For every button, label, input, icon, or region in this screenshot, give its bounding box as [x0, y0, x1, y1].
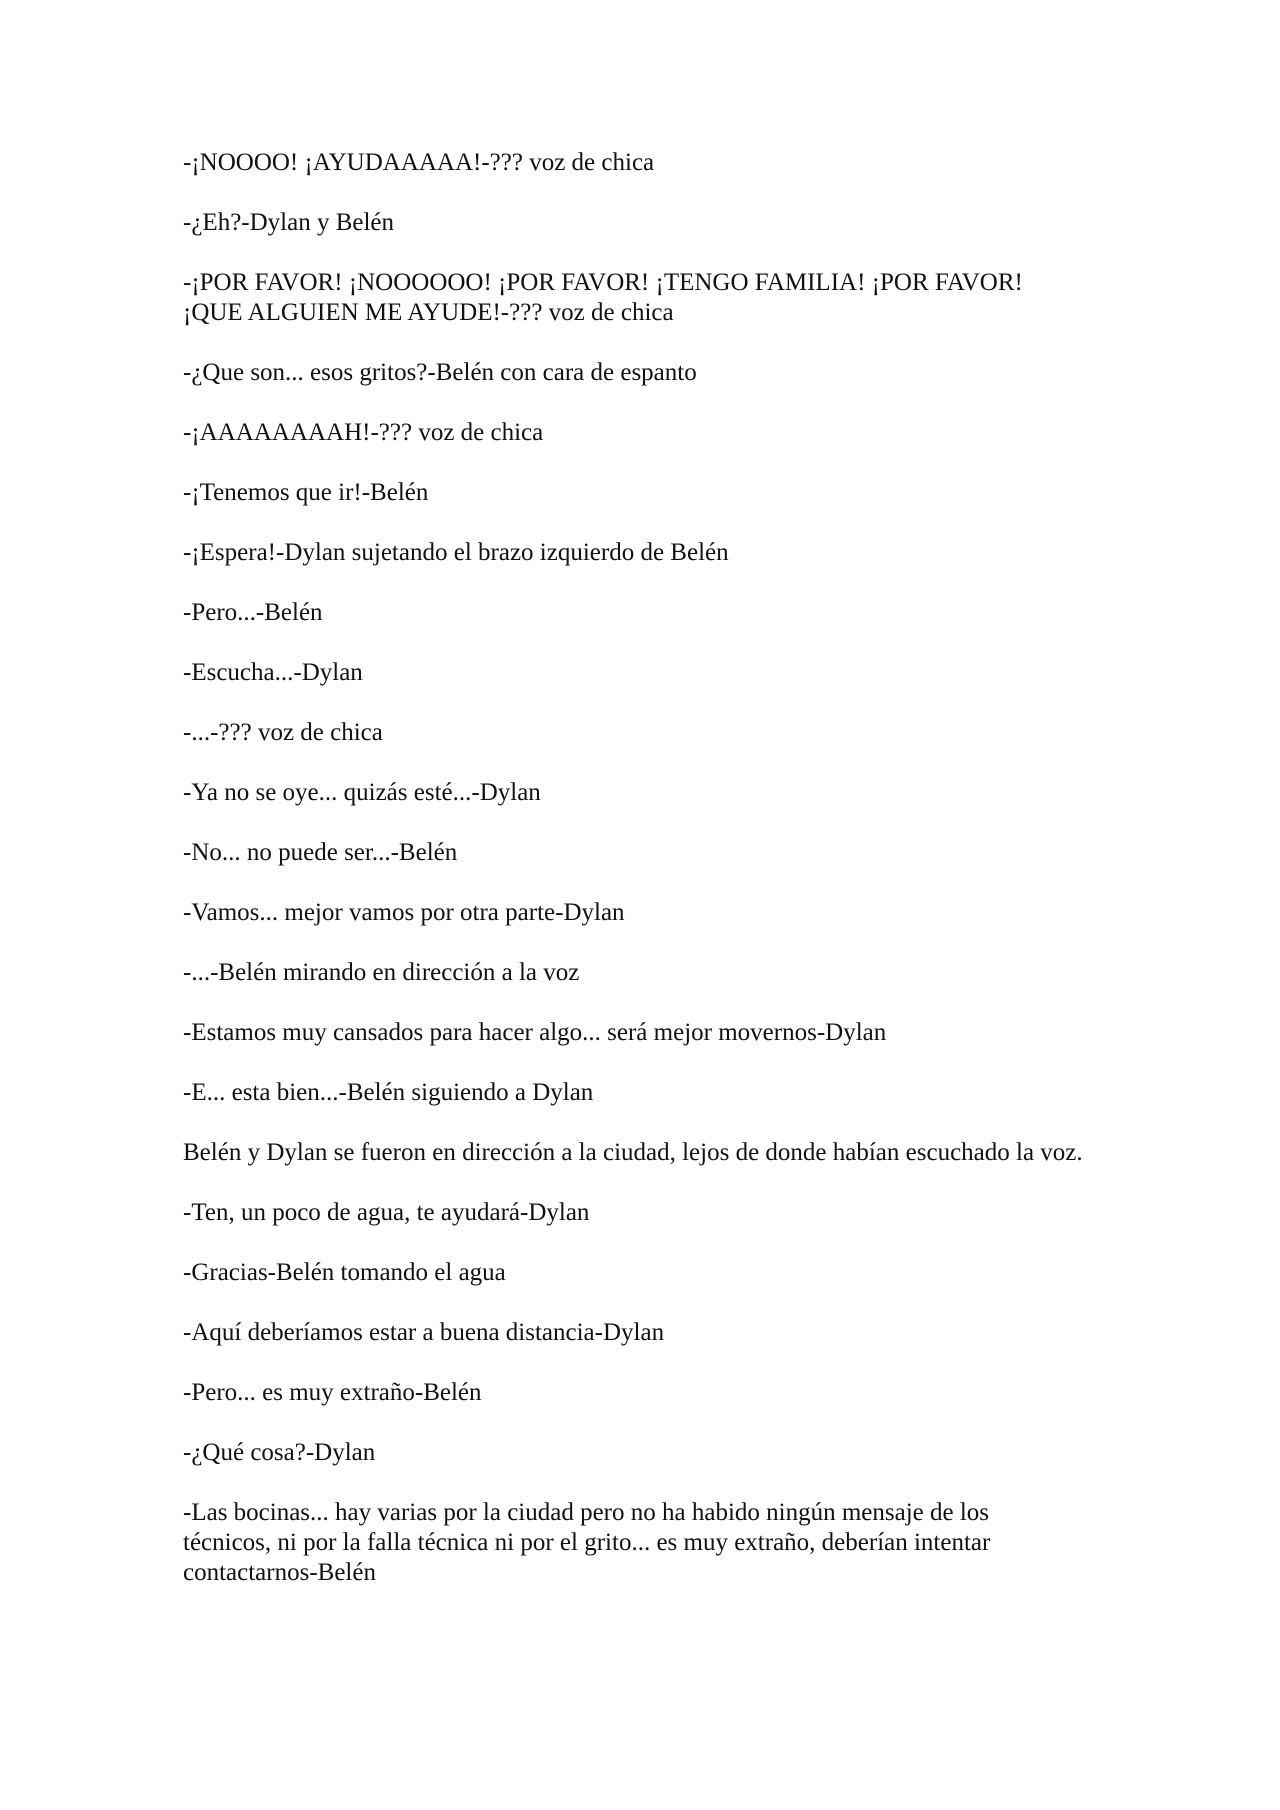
paragraph: -¡AAAAAAAAH!-??? voz de chica [183, 419, 544, 446]
paragraph: -Ya no se oye... quizás esté...-Dylan [183, 779, 541, 806]
paragraph: -Pero... es muy extraño-Belén [183, 1379, 482, 1406]
paragraph: -¡POR FAVOR! ¡NOOOOOO! ¡POR FAVOR! ¡TENGO FAMILIA! ¡POR FAVOR! ¡QUE ALGUIEN ME AYUDE!-??? voz de chica [183, 269, 1023, 326]
paragraph: -Vamos... mejor vamos por otra parte-Dylan [183, 899, 625, 926]
paragraph: -No... no puede ser...-Belén [183, 839, 458, 866]
paragraph: -¿Que son... esos gritos?-Belén con cara de espanto [183, 359, 697, 386]
paragraph: -E... esta bien...-Belén siguiendo a Dylan [183, 1079, 594, 1106]
paragraph: -¡Tenemos que ir!-Belén [183, 479, 429, 506]
paragraph: -¡NOOOO! ¡AYUDAAAAA!-??? voz de chica [183, 149, 655, 176]
paragraph: -Pero...-Belén [183, 599, 323, 626]
paragraph: -Estamos muy cansados para hacer algo... será mejor movernos-Dylan [183, 1019, 887, 1046]
paragraph: -...-??? voz de chica [183, 719, 383, 746]
paragraph: -¡Espera!-Dylan sujetando el brazo izquierdo de Belén [183, 539, 729, 566]
paragraph: Belén y Dylan se fueron en dirección a la ciudad, lejos de donde habían escuchado la voz. [183, 1139, 1083, 1166]
paragraph: -...-Belén mirando en dirección a la voz [183, 959, 580, 986]
paragraph: -¿Eh?-Dylan y Belén [183, 209, 395, 236]
document-body [183, 148, 1083, 1618]
paragraph: -Gracias-Belén tomando el agua [183, 1259, 506, 1286]
paragraph: -Las bocinas... hay varias por la ciudad pero no ha habido ningún mensaje de los técnicos, ni por la falla técnica ni por el grito... es muy extraño, deberían intentar contactarnos-Belén [183, 1499, 991, 1586]
paragraph: -¿Qué cosa?-Dylan [183, 1439, 376, 1466]
paragraph: -Ten, un poco de agua, te ayudará-Dylan [183, 1199, 590, 1226]
paragraph: -Escucha...-Dylan [183, 659, 363, 686]
paragraph: -Aquí deberíamos estar a buena distancia-Dylan [183, 1319, 665, 1346]
